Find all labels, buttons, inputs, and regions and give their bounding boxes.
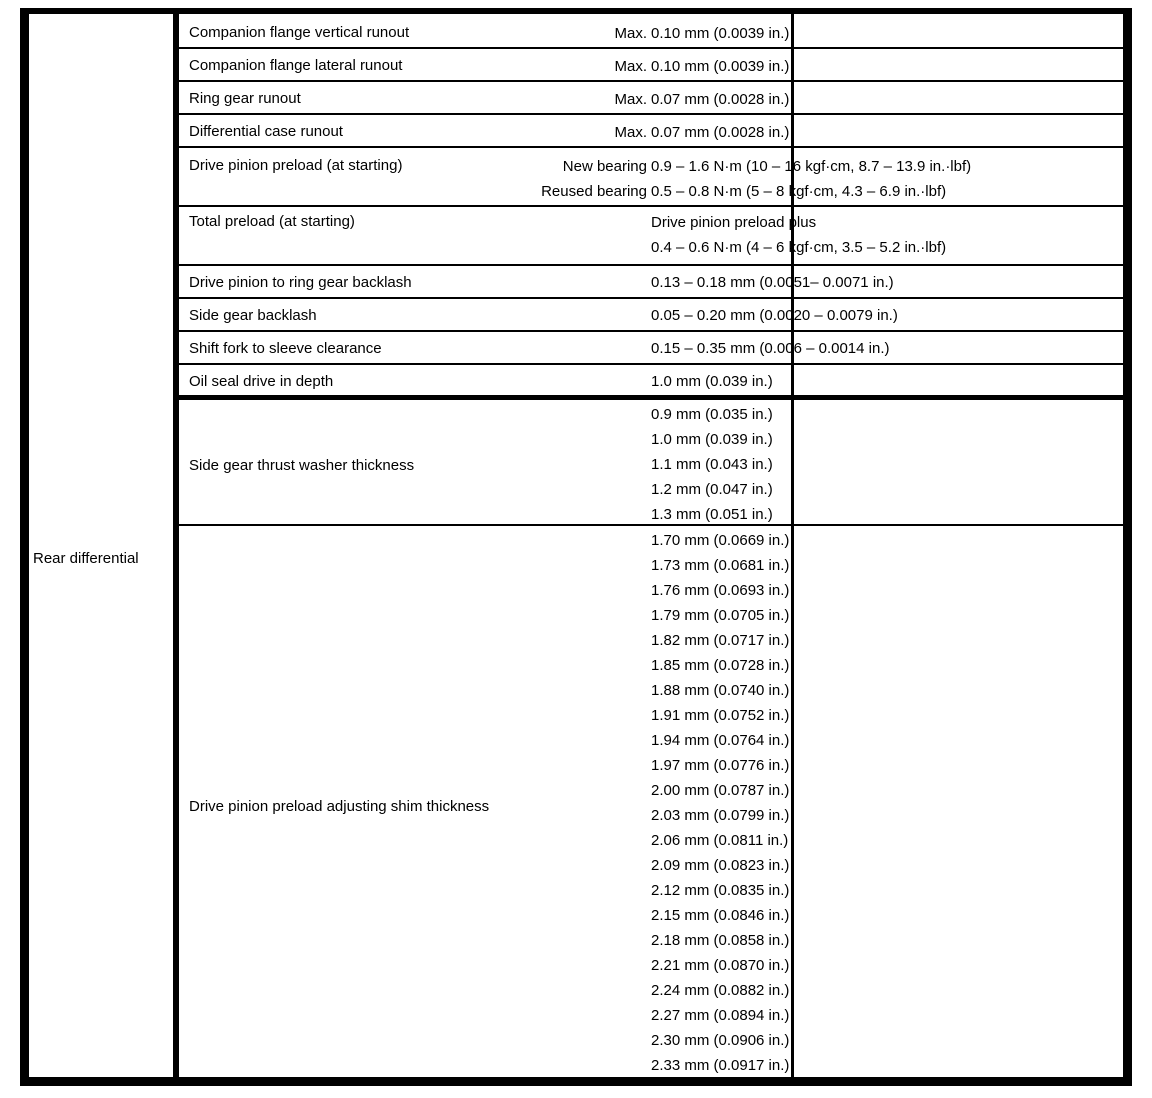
spec-table bbox=[20, 8, 1132, 1086]
spec-rows bbox=[179, 14, 1123, 1077]
new-bearing-label: New bearing bbox=[562, 158, 647, 175]
shim-value: 2.15 mm (0.0846 in.) bbox=[651, 907, 790, 924]
table-row bbox=[179, 400, 1123, 523]
row-spec: 1.0 mm (0.039 in.) bbox=[651, 373, 773, 390]
table-row bbox=[179, 332, 1123, 363]
total-spec-line1: Drive pinion preload plus bbox=[651, 214, 817, 231]
row-item: Differential case runout bbox=[189, 123, 343, 140]
table-row bbox=[179, 148, 1123, 205]
table-row bbox=[179, 115, 1123, 146]
table-row bbox=[179, 49, 1123, 80]
row-item: Drive pinion preload adjusting shim thickness bbox=[189, 798, 490, 815]
shim-value: 1.79 mm (0.0705 in.) bbox=[651, 607, 790, 624]
new-bearing-spec: 0.9 – 1.6 N·m (10 – 16 kgf·cm, 8.7 – 13.9 in.·lbf) bbox=[651, 158, 972, 175]
row-item: Side gear backlash bbox=[189, 307, 317, 324]
row-item: Shift fork to sleeve clearance bbox=[189, 340, 382, 357]
row-item: Companion flange lateral runout bbox=[189, 57, 403, 74]
reused-bearing-label: Reused bearing bbox=[541, 183, 647, 200]
shim-value: 2.33 mm (0.0917 in.) bbox=[651, 1057, 790, 1074]
row-spec: 0.10 mm (0.0039 in.) bbox=[651, 58, 790, 75]
shim-value: 1.94 mm (0.0764 in.) bbox=[651, 732, 790, 749]
washer-value: 1.1 mm (0.043 in.) bbox=[651, 456, 773, 473]
shim-value: 2.30 mm (0.0906 in.) bbox=[651, 1032, 790, 1049]
row-spec: 0.07 mm (0.0028 in.) bbox=[651, 124, 790, 141]
row-qualifier: Max. bbox=[614, 58, 647, 75]
shim-value: 1.88 mm (0.0740 in.) bbox=[651, 682, 790, 699]
row-item: Oil seal drive in depth bbox=[189, 373, 334, 390]
shim-value: 2.27 mm (0.0894 in.) bbox=[651, 1007, 790, 1024]
table-row bbox=[179, 365, 1123, 396]
row-item: Side gear thrust washer thickness bbox=[189, 457, 415, 474]
shim-value: 2.06 mm (0.0811 in.) bbox=[651, 832, 789, 849]
washer-value: 1.3 mm (0.051 in.) bbox=[651, 506, 773, 523]
table-row bbox=[179, 207, 1123, 264]
washer-value: 1.2 mm (0.047 in.) bbox=[651, 481, 773, 498]
shim-value: 1.76 mm (0.0693 in.) bbox=[651, 582, 790, 599]
washer-value: 1.0 mm (0.039 in.) bbox=[651, 431, 773, 448]
reused-bearing-spec: 0.5 – 0.8 N·m (5 – 8 kgf·cm, 4.3 – 6.9 in.·lbf) bbox=[651, 183, 947, 200]
shim-value: 1.73 mm (0.0681 in.) bbox=[651, 557, 790, 574]
shim-value: 2.12 mm (0.0835 in.) bbox=[651, 882, 790, 899]
row-spec: 0.10 mm (0.0039 in.) bbox=[651, 25, 790, 42]
row-item: Drive pinion preload (at starting) bbox=[189, 157, 403, 174]
category-label: Rear differential bbox=[33, 550, 139, 567]
row-spec: 0.15 – 0.35 mm (0.006 – 0.0014 in.) bbox=[651, 340, 890, 357]
shim-value: 1.82 mm (0.0717 in.) bbox=[651, 632, 790, 649]
table-row bbox=[179, 266, 1123, 297]
shim-value: 2.03 mm (0.0799 in.) bbox=[651, 807, 790, 824]
washer-value: 0.9 mm (0.035 in.) bbox=[651, 406, 773, 423]
row-qualifier: Max. bbox=[614, 25, 647, 42]
shim-value: 2.00 mm (0.0787 in.) bbox=[651, 782, 790, 799]
shim-value: 1.97 mm (0.0776 in.) bbox=[651, 757, 790, 774]
row-item: Drive pinion to ring gear backlash bbox=[189, 274, 412, 291]
table-row bbox=[179, 14, 1123, 47]
row-item: Ring gear runout bbox=[189, 90, 301, 107]
shim-value: 2.21 mm (0.0870 in.) bbox=[651, 957, 790, 974]
row-item: Companion flange vertical runout bbox=[189, 24, 410, 41]
shim-value: 1.85 mm (0.0728 in.) bbox=[651, 657, 790, 674]
table-row bbox=[179, 82, 1123, 113]
row-spec: 0.07 mm (0.0028 in.) bbox=[651, 91, 790, 108]
row-item: Total preload (at starting) bbox=[189, 213, 355, 230]
row-spec: 0.05 – 0.20 mm (0.0020 – 0.0079 in.) bbox=[651, 307, 898, 324]
total-spec-line2: 0.4 – 0.6 N·m (4 – 6 kgf·cm, 3.5 – 5.2 in.·lbf) bbox=[651, 239, 947, 256]
shim-value: 1.70 mm (0.0669 in.) bbox=[651, 532, 790, 549]
shim-value: 2.24 mm (0.0882 in.) bbox=[651, 982, 790, 999]
row-qualifier: Max. bbox=[614, 91, 647, 108]
category-column bbox=[29, 14, 179, 1077]
row-spec: 0.13 – 0.18 mm (0.0051– 0.0071 in.) bbox=[651, 274, 894, 291]
table-row bbox=[179, 299, 1123, 330]
row-qualifier: Max. bbox=[614, 124, 647, 141]
shim-value: 2.09 mm (0.0823 in.) bbox=[651, 857, 790, 874]
shim-value: 1.91 mm (0.0752 in.) bbox=[651, 707, 790, 724]
shim-value: 2.18 mm (0.0858 in.) bbox=[651, 932, 790, 949]
table-row bbox=[179, 526, 1123, 1077]
